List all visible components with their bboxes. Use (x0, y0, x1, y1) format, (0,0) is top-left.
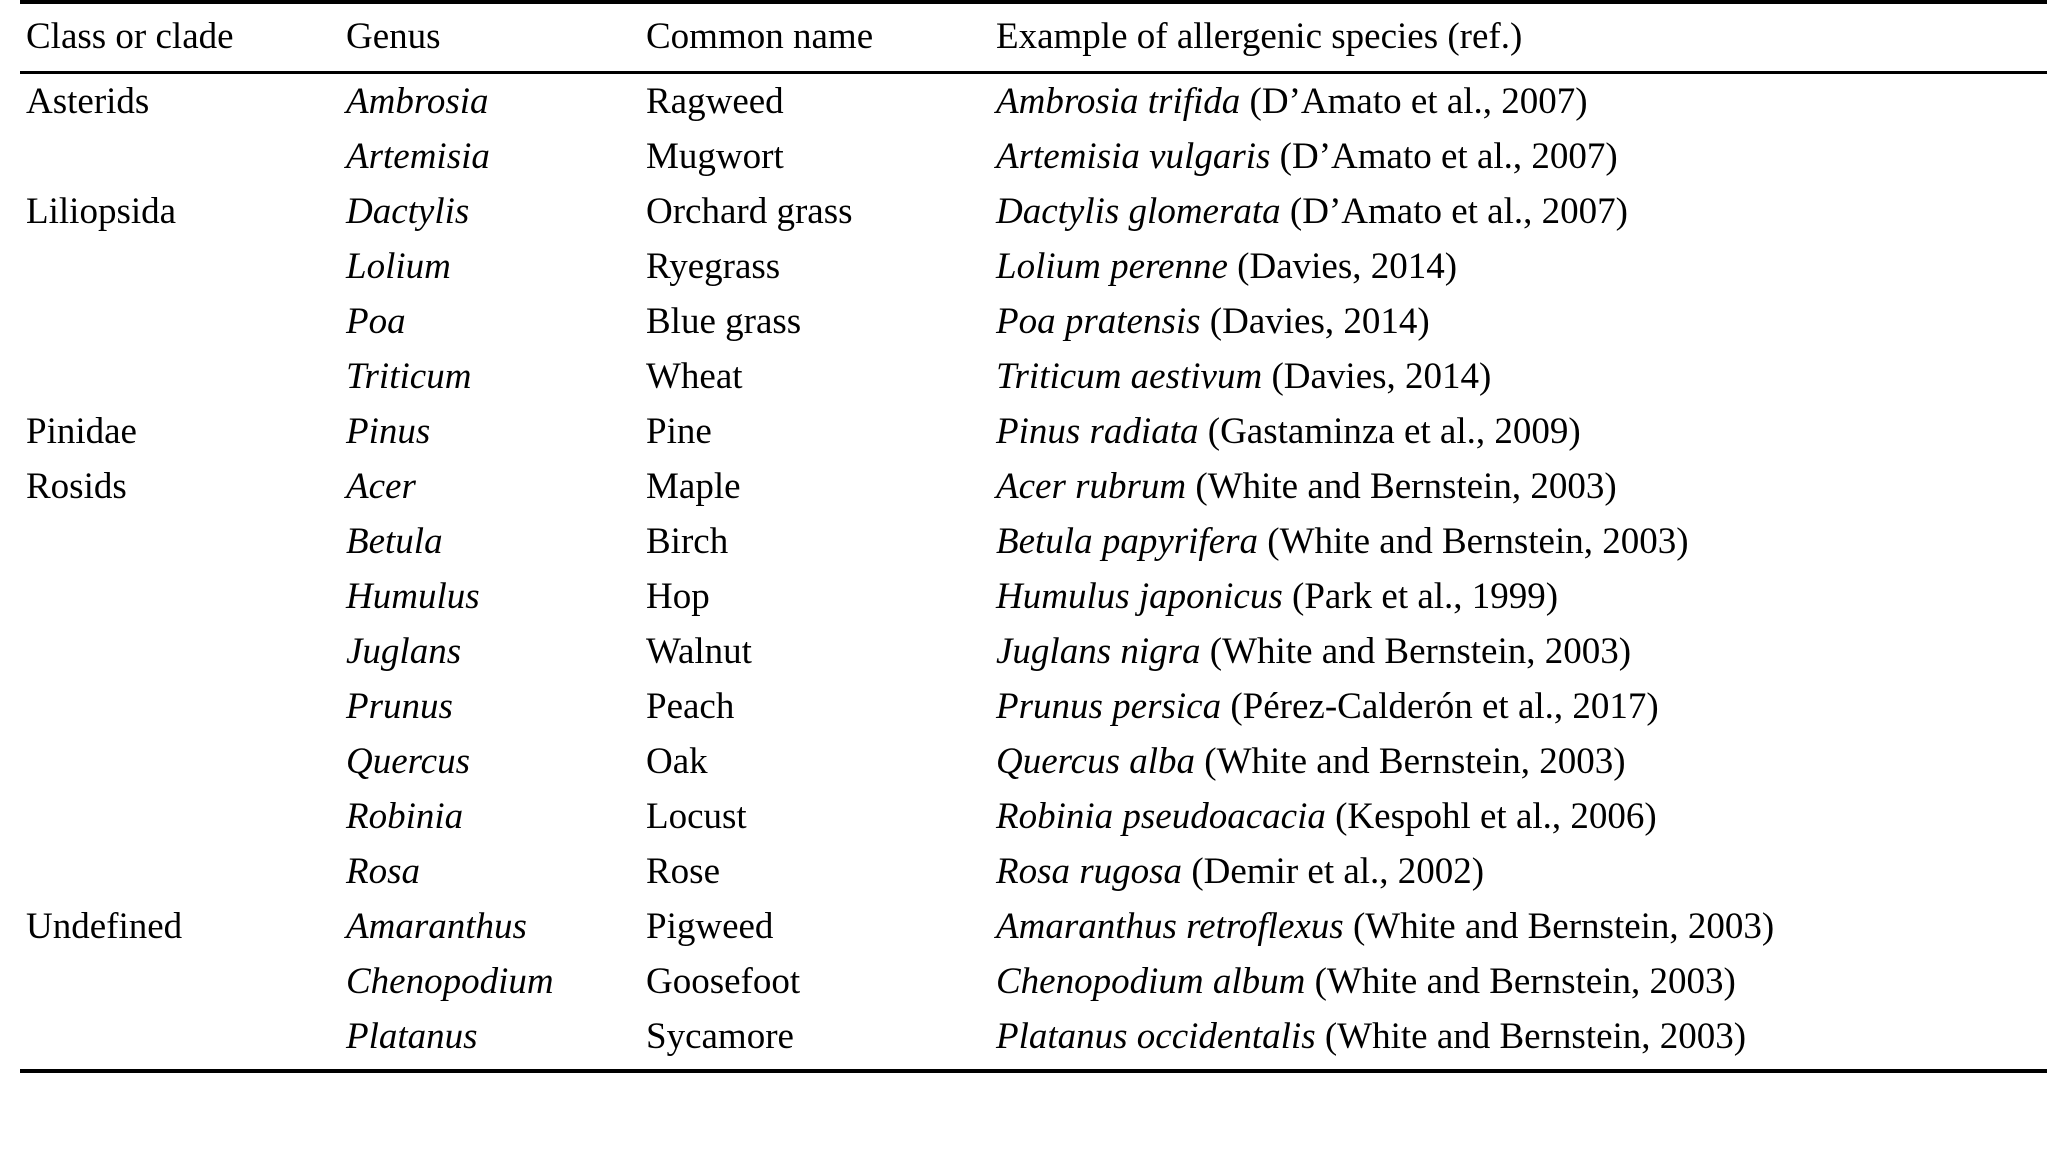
cell-genus (346, 129, 646, 184)
species-reference: (Demir et al., 2002) (1191, 851, 1485, 892)
cell-genus (346, 349, 646, 404)
cell-example-species (996, 899, 2047, 954)
genus-name: Dactylis (346, 191, 470, 232)
genus-name: Juglans (346, 631, 462, 672)
species-reference: (Pérez-Calderón et al., 2017) (1230, 686, 1659, 727)
table-row (20, 239, 2047, 294)
table-row (20, 1009, 2047, 1071)
column-header-class: Class or clade (26, 16, 234, 57)
cell-class-or-clade (20, 294, 346, 349)
species-reference: (D’Amato et al., 2007) (1279, 136, 1618, 177)
cell-example-species (996, 624, 2047, 679)
cell-genus (346, 239, 646, 294)
cell-example-species (996, 514, 2047, 569)
cell-example-species (996, 844, 2047, 899)
cell-common-name: Hop (646, 576, 710, 617)
table-row (20, 349, 2047, 404)
cell-class-or-clade: Pinidae (26, 411, 137, 452)
cell-class-or-clade (20, 624, 346, 679)
table-row (20, 844, 2047, 899)
table-row (20, 404, 2047, 459)
cell-genus (346, 679, 646, 734)
table-row (20, 789, 2047, 844)
cell-genus (346, 844, 646, 899)
species-name: Robinia pseudoacacia (996, 796, 1326, 837)
cell-genus (346, 184, 646, 239)
species-reference: (White and Bernstein, 2003) (1267, 521, 1689, 562)
species-name: Platanus occidentalis (996, 1016, 1316, 1057)
table-row (20, 734, 2047, 789)
cell-example-species (996, 239, 2047, 294)
cell-class-or-clade: Asterids (26, 81, 150, 122)
cell-common-name: Rose (646, 851, 720, 892)
genus-name: Quercus (346, 741, 470, 782)
column-header-common-name: Common name (646, 16, 874, 57)
table-row (20, 954, 2047, 1009)
cell-class-or-clade (20, 1009, 346, 1071)
cell-example-species (996, 459, 2047, 514)
cell-genus (346, 954, 646, 1009)
species-reference: (White and Bernstein, 2003) (1209, 631, 1632, 672)
cell-genus (346, 459, 646, 514)
cell-common-name: Goosefoot (646, 961, 801, 1002)
species-name: Triticum aestivum (996, 356, 1263, 397)
genus-name: Rosa (346, 851, 420, 892)
table-header (20, 2, 2047, 73)
cell-common-name: Maple (646, 466, 741, 507)
species-name: Lolium perenne (996, 246, 1228, 287)
cell-common-name: Ryegrass (646, 246, 781, 287)
species-name: Dactylis glomerata (996, 191, 1281, 232)
cell-example-species (996, 954, 2047, 1009)
cell-class-or-clade (20, 569, 346, 624)
cell-class-or-clade: Rosids (26, 466, 127, 507)
cell-genus (346, 569, 646, 624)
cell-genus (346, 514, 646, 569)
genus-name: Betula (346, 521, 443, 562)
cell-genus (346, 624, 646, 679)
genus-name: Artemisia (346, 136, 490, 177)
species-name: Rosa rugosa (996, 851, 1183, 892)
cell-class-or-clade: Liliopsida (26, 191, 177, 232)
cell-class-or-clade (20, 954, 346, 1009)
genus-name: Humulus (346, 576, 480, 617)
cell-example-species (996, 1009, 2047, 1071)
cell-genus (346, 404, 646, 459)
genus-name: Prunus (346, 686, 453, 727)
table-row (20, 679, 2047, 734)
species-reference: (Davies, 2014) (1237, 246, 1458, 287)
cell-class-or-clade (20, 844, 346, 899)
species-name: Quercus alba (996, 741, 1196, 782)
genus-name: Lolium (346, 246, 451, 287)
cell-common-name: Blue grass (646, 301, 802, 342)
cell-example-species (996, 679, 2047, 734)
table-row (20, 459, 2047, 514)
genus-name: Triticum (346, 356, 472, 397)
table-header-row (20, 2, 2047, 73)
species-reference: (White and Bernstein, 2003) (1352, 906, 1775, 947)
cell-example-species (996, 404, 2047, 459)
cell-common-name: Pigweed (646, 906, 774, 947)
table-row (20, 129, 2047, 184)
table-row (20, 569, 2047, 624)
cell-example-species (996, 294, 2047, 349)
species-name: Humulus japonicus (996, 576, 1283, 617)
table-row (20, 514, 2047, 569)
species-name: Acer rubrum (996, 466, 1187, 507)
cell-class-or-clade (20, 789, 346, 844)
table-row (20, 294, 2047, 349)
species-name: Chenopodium album (996, 961, 1306, 1002)
species-name: Poa pratensis (996, 301, 1201, 342)
cell-common-name: Sycamore (646, 1016, 794, 1057)
cell-genus (346, 1009, 646, 1071)
cell-class-or-clade (20, 514, 346, 569)
genus-name: Chenopodium (346, 961, 554, 1002)
table-row (20, 73, 2047, 130)
cell-common-name: Locust (646, 796, 747, 837)
cell-example-species (996, 129, 2047, 184)
cell-example-species (996, 349, 2047, 404)
cell-common-name: Orchard grass (646, 191, 853, 232)
species-reference: (White and Bernstein, 2003) (1195, 466, 1617, 507)
table-row (20, 624, 2047, 679)
species-reference: (Davies, 2014) (1271, 356, 1492, 397)
cell-example-species (996, 569, 2047, 624)
cell-genus (346, 73, 646, 130)
cell-class-or-clade: Undefined (26, 906, 183, 947)
table-body (20, 73, 2047, 1072)
cell-class-or-clade (20, 679, 346, 734)
column-header-genus: Genus (346, 16, 441, 57)
species-reference: (White and Bernstein, 2003) (1314, 961, 1736, 1002)
species-name: Prunus persica (996, 686, 1222, 727)
species-name: Pinus radiata (996, 411, 1199, 452)
genus-name: Acer (346, 466, 416, 507)
cell-common-name: Birch (646, 521, 729, 562)
cell-common-name: Ragweed (646, 81, 784, 122)
cell-common-name: Walnut (646, 631, 752, 672)
species-reference: (White and Bernstein, 2003) (1324, 1016, 1747, 1057)
cell-class-or-clade (20, 734, 346, 789)
cell-genus (346, 294, 646, 349)
species-name: Ambrosia trifida (996, 81, 1241, 122)
cell-example-species (996, 789, 2047, 844)
species-reference: (White and Bernstein, 2003) (1204, 741, 1626, 782)
cell-example-species (996, 184, 2047, 239)
genus-name: Pinus (346, 411, 431, 452)
genus-name: Poa (346, 301, 406, 342)
species-name: Artemisia vulgaris (996, 136, 1271, 177)
column-header-example: Example of allergenic species (ref.) (996, 16, 1523, 57)
genus-name: Platanus (346, 1016, 478, 1057)
species-reference: (Kespohl et al., 2006) (1335, 796, 1657, 837)
cell-class-or-clade (20, 239, 346, 294)
species-reference: (D’Amato et al., 2007) (1249, 81, 1588, 122)
cell-example-species (996, 73, 2047, 130)
genus-name: Robinia (346, 796, 464, 837)
cell-genus (346, 899, 646, 954)
species-reference: (D’Amato et al., 2007) (1289, 191, 1628, 232)
species-reference: (Park et al., 1999) (1292, 576, 1559, 617)
table-row (20, 184, 2047, 239)
cell-example-species (996, 734, 2047, 789)
cell-common-name: Mugwort (646, 136, 784, 177)
cell-class-or-clade (20, 129, 346, 184)
allergenic-species-table (20, 0, 2047, 1073)
species-name: Amaranthus retroflexus (996, 906, 1344, 947)
cell-common-name: Pine (646, 411, 712, 452)
cell-common-name: Wheat (646, 356, 743, 397)
genus-name: Amaranthus (346, 906, 527, 947)
cell-common-name: Oak (646, 741, 708, 782)
cell-genus (346, 789, 646, 844)
cell-genus (346, 734, 646, 789)
species-reference: (Gastaminza et al., 2009) (1207, 411, 1581, 452)
genus-name: Ambrosia (346, 81, 489, 122)
table-row (20, 899, 2047, 954)
cell-common-name: Peach (646, 686, 735, 727)
cell-class-or-clade (20, 349, 346, 404)
species-name: Betula papyrifera (996, 521, 1259, 562)
species-reference: (Davies, 2014) (1209, 301, 1430, 342)
species-name: Juglans nigra (996, 631, 1201, 672)
